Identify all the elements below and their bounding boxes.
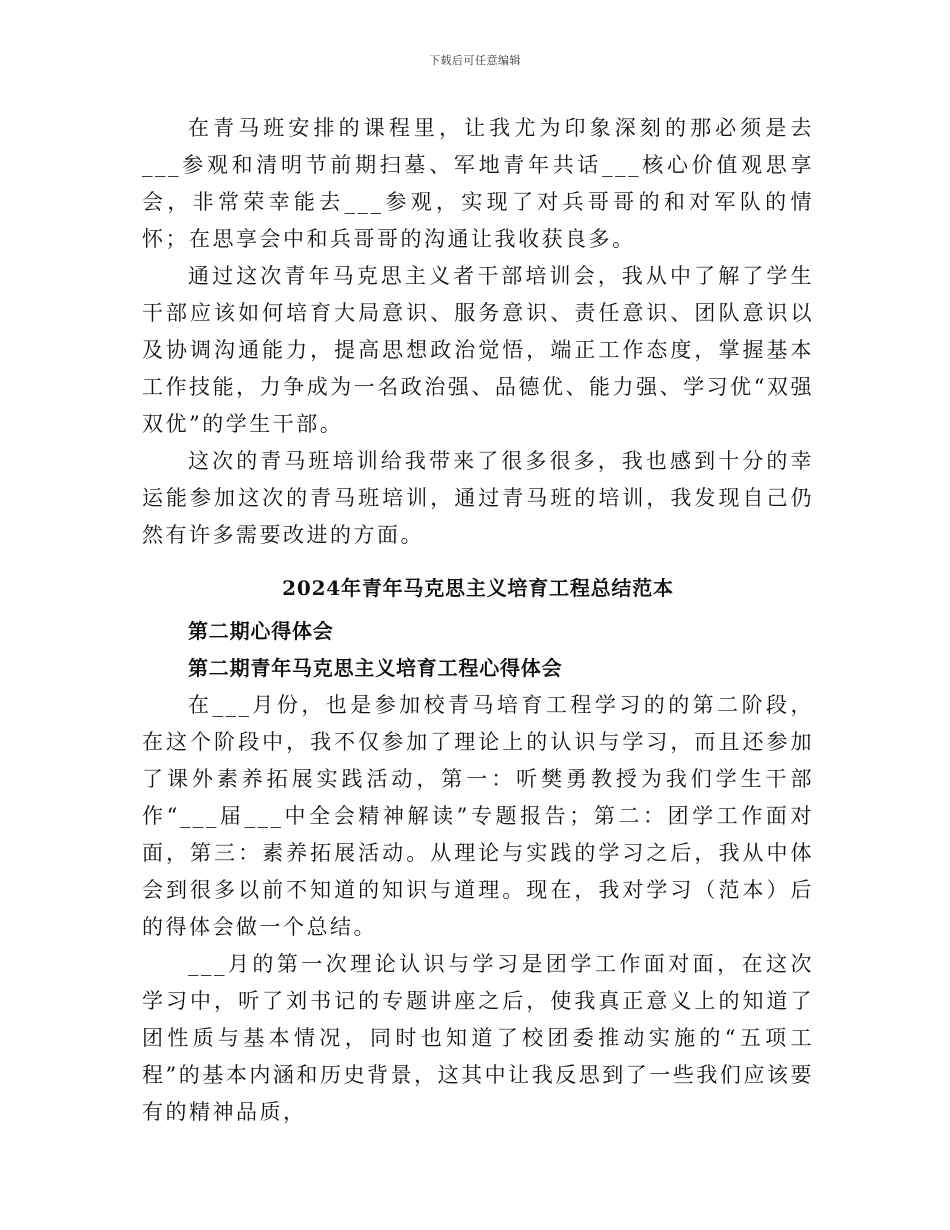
body-paragraph: ___月的第一次理论认识与学习是团学工作面对面，在这次学习中，听了刘书记的专题讲座之后，使我真正意义上的知道了团性质与基本情况，同时也知道了校团委推动实施的“五项工程”的基本内涵和历史背景，这其中让我反思到了一些我们应该要有的精神品质， — [142, 952, 814, 1124]
header-note: 下载后可任意编辑 — [429, 54, 521, 67]
section-subtitle: 第二期心得体会 — [188, 619, 334, 643]
section-subtitle: 第二期青年马克思主义培育工程心得体会 — [188, 656, 563, 680]
body-paragraph: 这次的青马班培训给我带来了很多很多，我也感到十分的幸运能参加这次的青马班培训，通过青马班的培训，我发现自己仍然有许多需要改进的方面。 — [142, 449, 814, 547]
body-paragraph: 通过这次青年马克思主义者干部培训会，我从中了解了学生干部应该如何培育大局意识、服务意识、责任意识、团队意识以及协调沟通能力，提高思想政治觉悟，端正工作态度，掌握基本工作技能，力争成为一名政治强、品德优、能力强、学习优“双强双优”的学生干部。 — [142, 264, 814, 436]
body-paragraph: 在___月份，也是参加校青马培育工程学习的的第二阶段，在这个阶段中，我不仅参加了理论上的认识与学习，而且还参加了课外素养拓展实践活动，第一：听樊勇教授为我们学生干部作“___届___中全会精神解读”专题报告；第二：团学工作面对面，第三：素养拓展活动。从理论与实践的学习之后，我从中体会到很多以前不知道的知识与道理。现在，我对学习（范本）后的得体会做一个总结。 — [142, 693, 814, 939]
section-title: 2024年青年马克思主义培育工程总结范本 — [282, 576, 674, 600]
body-paragraph: 在青马班安排的课程里，让我尤为印象深刻的那必须是去___参观和清明节前期扫墓、军地青年共话___核心价值观思享会，非常荣幸能去___参观，实现了对兵哥哥的和对军队的情怀；在思享会中和兵哥哥的沟通让我收获良多。 — [142, 116, 814, 251]
document-body — [142, 110, 814, 1131]
